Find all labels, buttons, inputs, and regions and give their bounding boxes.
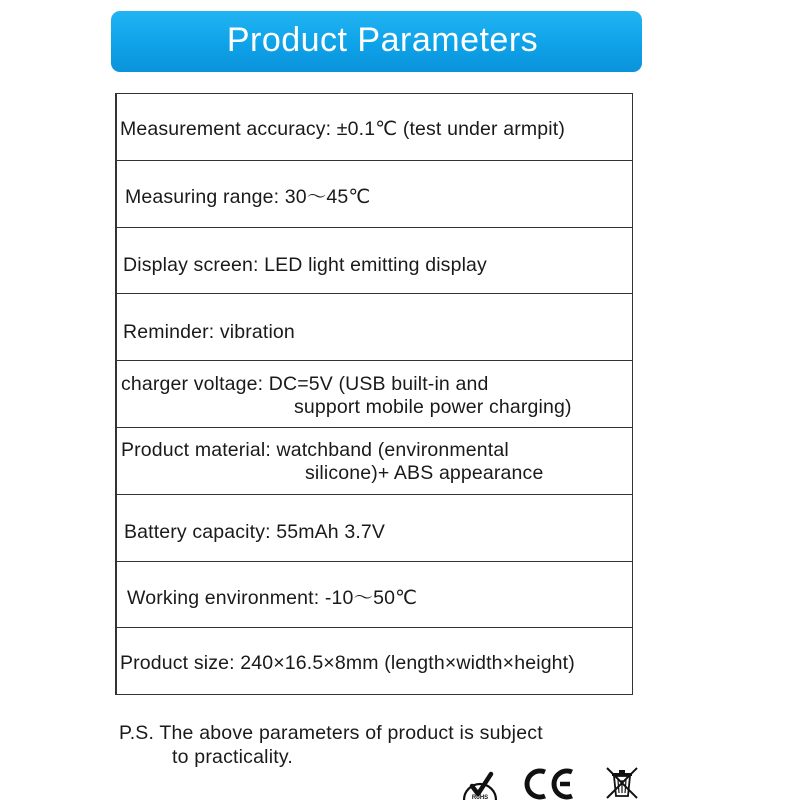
- param-battery: Battery capacity: 55mAh 3.7V: [124, 520, 386, 543]
- table-row-reminder: [115, 294, 633, 361]
- param-voltage-line1: charger voltage: DC=5V (USB built-in and: [121, 373, 489, 396]
- param-material-line2: silicone)+ ABS appearance: [305, 461, 544, 484]
- param-reminder: Reminder: vibration: [123, 321, 295, 344]
- table-row-material: [115, 428, 633, 495]
- param-accuracy: Measurement accuracy: ±0.1℃ (test under armpit): [120, 118, 565, 140]
- weee-icon: [604, 766, 640, 800]
- rohs-label: RoHS: [471, 795, 489, 800]
- table-row-display: [115, 228, 633, 295]
- disclaimer-line1: P.S. The above parameters of product is subject: [119, 722, 543, 744]
- page-title: Product Parameters: [226, 21, 539, 59]
- param-size: Product size: 240×16.5×8mm (length×width×height): [120, 652, 575, 675]
- parameters-table: [115, 93, 633, 695]
- table-row-battery: [115, 495, 633, 562]
- param-display: Display screen: LED light emitting display: [123, 253, 487, 276]
- table-row-voltage: [115, 361, 633, 428]
- param-environment: Working environment: -10～50℃: [127, 586, 418, 609]
- ce-icon: [523, 766, 577, 800]
- param-material-line1: Product material: watchband (environmental: [121, 438, 509, 461]
- title-banner: [111, 11, 642, 72]
- table-row-environment: [115, 562, 633, 629]
- disclaimer-line2: to practicality.: [172, 746, 293, 768]
- param-voltage-line2: support mobile power charging): [294, 396, 572, 419]
- disclaimer-note: [119, 721, 543, 769]
- table-row-accuracy: [115, 94, 633, 161]
- param-range: Measuring range: 30～45℃: [125, 185, 371, 208]
- param-material: [121, 439, 543, 485]
- table-row-size: [115, 628, 633, 695]
- param-voltage: [121, 373, 572, 419]
- table-row-range: [115, 161, 633, 228]
- rohs-icon: [460, 766, 500, 800]
